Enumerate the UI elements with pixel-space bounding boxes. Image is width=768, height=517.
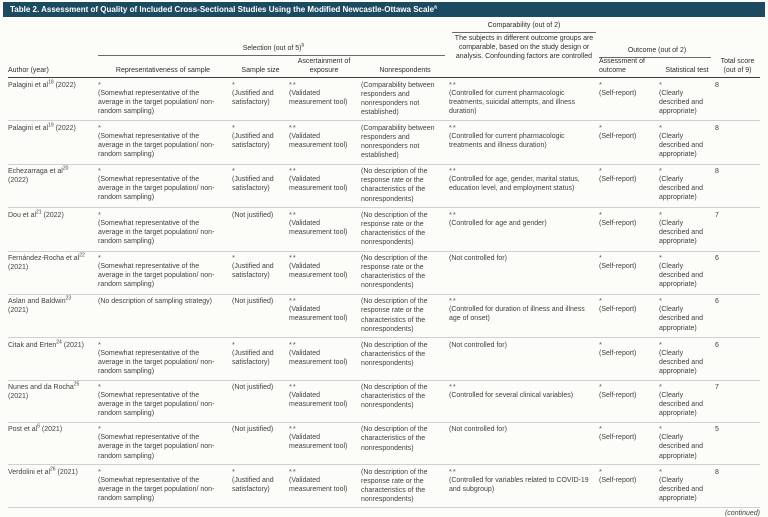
- score-stars: **: [289, 296, 297, 306]
- criterion-note: (No description of the response rate or the characteristics of the nonrespondents): [361, 168, 428, 203]
- criterion-note: (Somewhat representative of the average in the target population/ non-random sampling): [98, 176, 215, 202]
- score-stars: **: [449, 296, 457, 306]
- score-stars: *: [599, 166, 603, 176]
- criterion-note: (Not controlled for): [449, 255, 507, 262]
- criterion-note: (Not justified): [232, 384, 274, 392]
- col-header-author: Author (year): [8, 67, 49, 74]
- quality-assessment-table: [8, 78, 760, 508]
- score-stars: *: [98, 424, 102, 434]
- cell-representativeness: [98, 294, 232, 337]
- table-row: [8, 294, 760, 337]
- col-group-selection: [98, 44, 449, 53]
- criterion-note: (Validated measurement tool): [289, 219, 348, 236]
- reference-marker: 20: [62, 165, 69, 172]
- criterion-note: (No description of sampling strategy): [98, 298, 212, 306]
- score-stars: **: [289, 209, 297, 219]
- cell-ascertainment: [289, 164, 361, 207]
- cell-author: Citak and Erten$^{24}$ (2021): [8, 338, 98, 380]
- criterion-note: (Somewhat representative of the average in the target population/ non-random sampling): [98, 434, 215, 460]
- score-stars: *: [98, 466, 102, 476]
- reference-marker: 23: [65, 296, 72, 303]
- table-title-bar: [3, 2, 765, 17]
- cell-assessment-of-outcome: [599, 380, 659, 422]
- score-stars: **: [289, 424, 297, 434]
- criterion-note: (Self-report): [599, 132, 637, 140]
- selection-footnote-marker: b: [301, 42, 305, 49]
- reference-marker: 25: [73, 381, 80, 388]
- criterion-note: (Comparability between responders and nonresponders not established): [361, 81, 435, 116]
- criterion-note: (Somewhat representative of the average in the target population/ non-random sampling): [98, 476, 215, 502]
- col-header-ascertainment: Ascertainment of exposure: [297, 58, 351, 74]
- score-stars: **: [289, 122, 297, 132]
- cell-statistical-test: [659, 380, 715, 422]
- col-header-representativeness: Representativeness of sample: [115, 67, 211, 74]
- cell-assessment-of-outcome: [599, 208, 659, 251]
- cell-author: Palagini et $al^{18}$ (2022): [8, 79, 76, 89]
- cell-assessment-of-outcome: [599, 294, 659, 337]
- cell-ascertainment: [289, 380, 361, 422]
- score-stars: *: [659, 382, 663, 392]
- criterion-note: (Clearly described and appropriate): [659, 434, 703, 460]
- cell-assessment-of-outcome: [599, 121, 659, 164]
- reference-marker: 6: [37, 423, 40, 430]
- comparability-group-rule: [452, 32, 596, 33]
- cell-comparability: [449, 78, 599, 121]
- table-row: [8, 208, 760, 251]
- cell-comparability: [449, 338, 599, 380]
- cell-comparability: [449, 208, 599, 251]
- cell-statistical-test: [659, 78, 715, 121]
- cell-ascertainment: [289, 78, 361, 121]
- criterion-note: (Controlled for variables related to COVID-19 and subgroup): [449, 476, 589, 493]
- score-stars: *: [232, 122, 236, 132]
- col-group-comparability: Comparability (out of 2): [487, 22, 561, 29]
- criterion-note: (Clearly described and appropriate): [659, 306, 703, 332]
- cell-author: Palagini et $al^{19}$ (2022): [8, 121, 98, 164]
- criterion-note: (No description of the response rate or the characteristics of the nonrespondents): [361, 255, 428, 290]
- score-stars: **: [449, 122, 457, 132]
- criterion-note: (Clearly described and appropriate): [659, 132, 703, 159]
- cell-statistical-test: [659, 294, 715, 337]
- cell-assessment-of-outcome: [599, 465, 659, 508]
- continued-note: (continued): [724, 510, 760, 517]
- criterion-note: (No description of the response rate or the characteristics of the nonrespondents): [361, 468, 428, 503]
- score-stars: *: [98, 382, 102, 392]
- criterion-note: (Self-report): [599, 349, 637, 357]
- cell-comparability: [449, 164, 599, 207]
- col-header-sample-size: Sample size: [241, 67, 280, 74]
- cell-author: Aslan and Baldwin$^{23}$ (2021): [8, 294, 98, 337]
- cell-total-score: 6: [715, 294, 760, 337]
- criterion-note: (Justified and satisfactory): [232, 263, 274, 280]
- criterion-note: (Justified and satisfactory): [232, 349, 274, 366]
- criterion-note: (Somewhat representative of the average in the target population/ non-random sampling): [98, 89, 215, 115]
- criterion-note: (Self-report): [599, 89, 637, 97]
- criterion-note: (Controlled for age and gender): [449, 219, 547, 227]
- cell-assessment-of-outcome: [599, 164, 659, 207]
- score-stars: *: [659, 253, 663, 262]
- col-header-statistical-test: Statistical test: [665, 67, 709, 74]
- cell-nonrespondents: [361, 338, 449, 380]
- score-stars: **: [289, 253, 297, 262]
- score-stars: *: [659, 296, 663, 306]
- cell-total-score: 7: [715, 380, 760, 422]
- criterion-note: (Controlled for current pharmacologic treatments, suicidal attempts, and illness duration): [449, 89, 576, 115]
- cell-comparability: [449, 422, 599, 464]
- criterion-note: (Validated measurement tool): [289, 392, 348, 409]
- criterion-note: (Validated measurement tool): [289, 132, 348, 149]
- criterion-note: (Controlled for age, gender, marital status, education level, and employment status): [449, 176, 580, 193]
- cell-comparability: [449, 465, 599, 508]
- score-stars: *: [599, 466, 603, 476]
- cell-ascertainment: [289, 251, 361, 294]
- cell-statistical-test: [659, 251, 715, 294]
- cell-representativeness: [98, 251, 232, 294]
- cell-sample-size: [232, 251, 289, 294]
- criterion-note: (No description of the response rate or the characteristics of the nonrespondents): [361, 298, 428, 333]
- score-stars: *: [599, 79, 603, 89]
- cell-assessment-of-outcome: [599, 251, 659, 294]
- score-stars: *: [659, 339, 663, 349]
- criterion-note: (Validated measurement tool): [289, 434, 348, 451]
- cell-total-score: 5: [715, 422, 760, 464]
- criterion-note: (Justified and satisfactory): [232, 89, 274, 106]
- cell-sample-size: [232, 294, 289, 337]
- score-stars: *: [98, 166, 102, 176]
- cell-statistical-test: [659, 422, 715, 464]
- table-row: [8, 164, 760, 207]
- score-stars: **: [449, 466, 457, 476]
- cell-sample-size: [232, 164, 289, 207]
- table-row: [8, 338, 760, 380]
- cell-total-score: 8: [715, 81, 719, 89]
- criterion-note: (No description of the characteristics of the nonrespondents): [361, 384, 428, 410]
- criterion-note: (Justified and satisfactory): [232, 132, 274, 149]
- criterion-note: (Self-report): [599, 476, 637, 484]
- score-stars: *: [232, 79, 236, 89]
- criterion-note: (Validated measurement tool): [289, 349, 348, 366]
- table-header: [8, 21, 760, 78]
- score-stars: **: [289, 466, 297, 476]
- score-stars: *: [659, 79, 663, 89]
- score-stars: *: [599, 382, 603, 392]
- comparability-description: The subjects in different outcome groups are comparable, based on the study design or analysis. Confounding factors are controlled: [454, 35, 594, 60]
- criterion-note: (Self-report): [599, 219, 637, 227]
- score-stars: **: [289, 339, 297, 349]
- cell-statistical-test: [659, 208, 715, 251]
- reference-marker: 24: [56, 339, 62, 346]
- score-stars: *: [659, 122, 663, 132]
- score-stars: *: [659, 166, 663, 176]
- page-title: Table 2. Assessment of Quality of Included Cross-Sectional Studies Using the Modified Newcastle-Ottawa Scale: [10, 5, 435, 14]
- cell-nonrespondents: [361, 121, 449, 164]
- cell-nonrespondents: [361, 294, 449, 337]
- score-stars: **: [449, 382, 457, 392]
- cell-total-score: 8: [715, 164, 760, 207]
- cell-nonrespondents: [361, 164, 449, 207]
- score-stars: *: [98, 122, 102, 132]
- score-stars: *: [599, 296, 603, 306]
- criterion-note: (Self-report): [599, 306, 637, 314]
- criterion-note: (No description of the characteristics of the nonrespondents): [361, 341, 428, 367]
- table-row: [8, 121, 760, 164]
- criterion-note: (Validated measurement tool): [289, 176, 348, 193]
- cell-nonrespondents: [361, 380, 449, 422]
- criterion-note: (Self-report): [599, 392, 637, 400]
- cell-representativeness: [98, 338, 232, 380]
- criterion-note: (Clearly described and appropriate): [659, 89, 703, 115]
- score-stars: *: [232, 339, 236, 349]
- cell-total-score: 6: [715, 251, 760, 294]
- cell-author: Post et $al^6$ (2021): [8, 422, 98, 464]
- criterion-note: (Validated measurement tool): [289, 89, 348, 106]
- cell-representativeness: [98, 465, 232, 508]
- cell-author: Verdolini et $al^{26}$ (2021): [8, 465, 98, 508]
- selection-group-rule: [98, 55, 445, 56]
- col-header-assessment-of-outcome: Assessment of outcome: [599, 58, 645, 74]
- cell-sample-size: [232, 422, 289, 464]
- col-group-outcome: Outcome (out of 2): [627, 47, 687, 54]
- criterion-note: (Validated measurement tool): [289, 306, 348, 323]
- cell-representativeness: [98, 78, 232, 121]
- selection-group-label: Selection (out of 5): [242, 45, 302, 52]
- criterion-note: (Somewhat representative of the average in the target population/ non-random sampling): [98, 132, 215, 159]
- cell-total-score: 8: [715, 465, 760, 508]
- cell-author: Nunes and da Rocha$^{25}$ (2021): [8, 380, 98, 422]
- criterion-note: (Clearly described and appropriate): [659, 476, 703, 502]
- table-row: [8, 422, 760, 464]
- cell-representativeness: [98, 164, 232, 207]
- reference-marker: 22: [79, 252, 85, 259]
- criterion-note: (Not controlled for): [449, 426, 507, 434]
- cell-ascertainment: [289, 338, 361, 380]
- cell-ascertainment: [289, 294, 361, 337]
- criterion-note: (Controlled for several clinical variables): [449, 392, 574, 400]
- score-stars: *: [232, 166, 236, 176]
- criterion-note: (Self-report): [599, 434, 637, 442]
- score-stars: *: [599, 253, 603, 262]
- criterion-note: (Not justified): [232, 211, 274, 219]
- score-stars: **: [289, 79, 297, 89]
- cell-sample-size: [232, 465, 289, 508]
- criterion-note: (Somewhat representative of the average in the target population/ non-random sampling): [98, 392, 215, 418]
- cell-comparability: [449, 294, 599, 337]
- cell-total-score: 8: [715, 121, 760, 164]
- cell-statistical-test: [659, 338, 715, 380]
- criterion-note: (Somewhat representative of the average in the target population/ non-random sampling): [98, 263, 215, 289]
- table-row: [8, 251, 760, 294]
- cell-sample-size: [232, 208, 289, 251]
- score-stars: *: [98, 79, 102, 89]
- score-stars: *: [98, 253, 102, 262]
- cell-ascertainment: [289, 208, 361, 251]
- score-stars: *: [599, 122, 603, 132]
- score-stars: *: [659, 466, 663, 476]
- reference-marker: 21: [36, 209, 42, 216]
- score-stars: *: [659, 424, 663, 434]
- criterion-note: (Not justified): [232, 426, 274, 434]
- criterion-note: (Not controlled for): [449, 341, 507, 349]
- score-stars: **: [289, 382, 297, 392]
- cell-comparability: [449, 380, 599, 422]
- criterion-note: (Comparability between responders and nonresponders not established): [361, 124, 435, 160]
- cell-comparability: [449, 121, 599, 164]
- col-header-nonrespondents: Nonrespondents: [379, 67, 431, 74]
- col-header-total-score: Total score (out of 9): [720, 58, 755, 74]
- score-stars: *: [98, 339, 102, 349]
- cell-sample-size: [232, 78, 289, 121]
- criterion-note: (Controlled for duration of illness and illness age of onset): [449, 306, 585, 323]
- criterion-note: (Clearly described and appropriate): [659, 349, 703, 375]
- cell-assessment-of-outcome: [599, 422, 659, 464]
- criterion-note: (Clearly described and appropriate): [659, 263, 703, 289]
- score-stars: *: [232, 253, 236, 262]
- score-stars: *: [659, 209, 663, 219]
- score-stars: **: [449, 166, 457, 176]
- cell-comparability: [449, 251, 599, 294]
- criterion-note: (Somewhat representative of the average in the target population/ non-random sampling): [98, 349, 215, 375]
- cell-sample-size: [232, 338, 289, 380]
- cell-nonrespondents: [361, 208, 449, 251]
- cell-sample-size: [232, 121, 289, 164]
- cell-sample-size: [232, 380, 289, 422]
- cell-representativeness: [98, 208, 232, 251]
- score-stars: *: [599, 339, 603, 349]
- criterion-note: (Clearly described and appropriate): [659, 176, 703, 202]
- cell-assessment-of-outcome: [599, 338, 659, 380]
- cell-nonrespondents: [361, 422, 449, 464]
- criterion-note: (Self-report): [599, 263, 637, 270]
- criterion-note: (Clearly described and appropriate): [659, 219, 703, 245]
- cell-nonrespondents: [361, 251, 449, 294]
- score-stars: *: [98, 209, 102, 219]
- table-row: [8, 465, 760, 508]
- criterion-note: (Validated measurement tool): [289, 263, 348, 280]
- cell-representativeness: [98, 121, 232, 164]
- criterion-note: (No description of the characteristics of the nonrespondents): [361, 426, 428, 452]
- cell-statistical-test: [659, 121, 715, 164]
- criterion-note: (Clearly described and appropriate): [659, 392, 703, 418]
- cell-total-score: 6: [715, 338, 760, 380]
- cell-nonrespondents: [361, 465, 449, 508]
- title-footnote-marker: a: [434, 4, 437, 11]
- criterion-note: (Validated measurement tool): [289, 476, 348, 493]
- cell-author: Echezarraga et $al^{20}$ (2022): [8, 164, 98, 207]
- reference-marker: 26: [50, 466, 56, 473]
- table-row: [8, 380, 760, 422]
- criterion-note: (Justified and satisfactory): [232, 176, 274, 193]
- score-stars: *: [232, 466, 236, 476]
- cell-ascertainment: [289, 121, 361, 164]
- cell-representativeness: [98, 380, 232, 422]
- cell-ascertainment: [289, 422, 361, 464]
- cell-ascertainment: [289, 465, 361, 508]
- score-stars: *: [599, 424, 603, 434]
- cell-representativeness: [98, 422, 232, 464]
- cell-statistical-test: [659, 465, 715, 508]
- cell-total-score: 7: [715, 208, 760, 251]
- table-row: [8, 78, 760, 121]
- reference-marker: 18: [48, 79, 54, 86]
- cell-author: Dou et $al^{21}$ (2022): [8, 208, 98, 251]
- cell-statistical-test: [659, 164, 715, 207]
- cell-assessment-of-outcome: [599, 78, 659, 121]
- criterion-note: (Somewhat representative of the average in the target population/ non-random sampling): [98, 219, 215, 245]
- score-stars: **: [449, 79, 457, 89]
- score-stars: **: [289, 166, 297, 176]
- criterion-note: (No description of the response rate or the characteristics of the nonrespondents): [361, 211, 428, 246]
- criterion-note: (Controlled for current pharmacologic treatments and illness duration): [449, 132, 565, 149]
- cell-nonrespondents: [361, 78, 449, 121]
- cell-author: Fernández-Rocha et $al^{22}$ (2021): [8, 251, 98, 294]
- score-stars: *: [599, 209, 603, 219]
- criterion-note: (Self-report): [599, 176, 637, 184]
- criterion-note: (Not justified): [232, 298, 274, 306]
- criterion-note: (Justified and satisfactory): [232, 476, 274, 493]
- score-stars: **: [449, 209, 457, 219]
- reference-marker: 19: [48, 122, 54, 129]
